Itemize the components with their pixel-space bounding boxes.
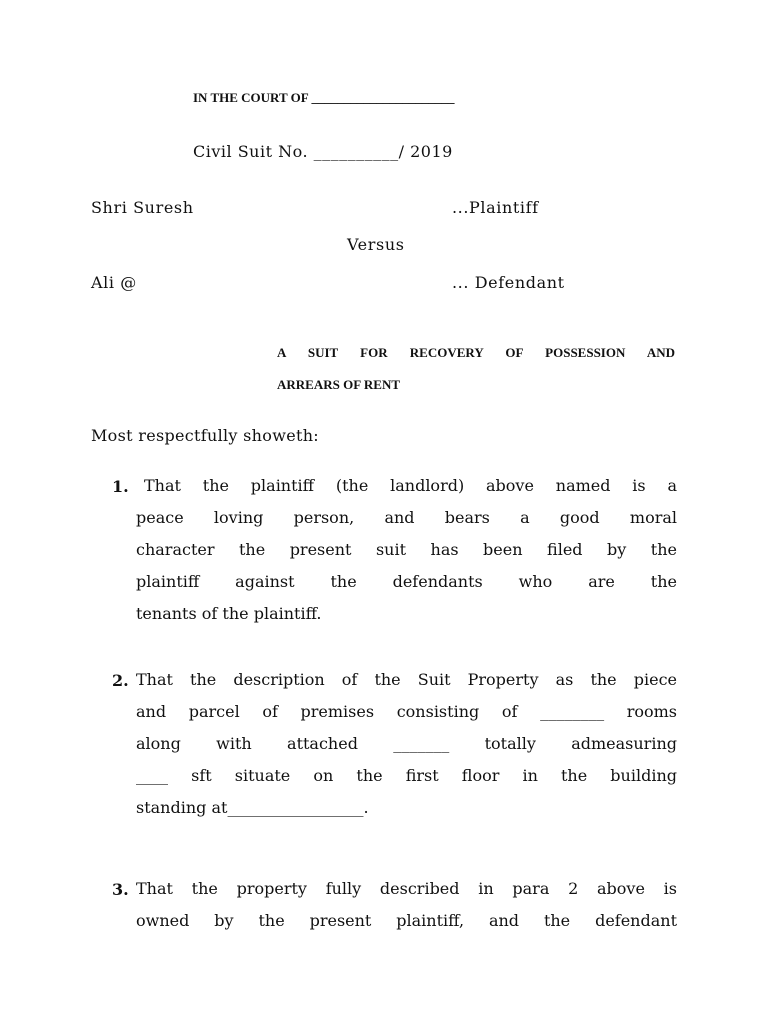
paragraph-line: character the present suit has been filed by the	[136, 540, 677, 559]
civil-suit-number: Civil Suit No. __________/ 2019	[193, 142, 453, 161]
paragraph-line: along with attached _______ totally admeasuring	[136, 734, 677, 753]
paragraph-line: That the property fully described in para 2 above is	[136, 879, 677, 898]
suit-title-line-1: A SUIT FOR RECOVERY OF POSSESSION AND	[277, 345, 675, 360]
paragraph-line: That the plaintiff (the landlord) above named is a	[144, 476, 677, 495]
paragraph-line: standing at_________________.	[136, 798, 369, 817]
paragraph-line: and parcel of premises consisting of ________ rooms	[136, 702, 677, 721]
plaintiff-name: Shri Suresh	[91, 198, 194, 217]
paragraph-number: 2.	[112, 671, 129, 690]
paragraph-line: ____ sft situate on the first floor in the building	[136, 766, 677, 785]
paragraph-line: That the description of the Suit Property as the piece	[136, 670, 677, 689]
plaintiff-role: ...Plaintiff	[452, 198, 539, 217]
defendant-role: ... Defendant	[452, 273, 565, 292]
salutation: Most respectfully showeth:	[91, 426, 319, 445]
paragraph-line: peace loving person, and bears a good moral	[136, 508, 677, 527]
paragraph-line: plaintiff against the defendants who are the	[136, 572, 677, 591]
defendant-name: Ali @	[91, 273, 137, 292]
suit-title-line-2: ARREARS OF RENT	[277, 377, 401, 392]
versus-label: Versus	[347, 235, 405, 254]
paragraph-line: tenants of the plaintiff.	[136, 604, 322, 623]
paragraph-line: owned by the present plaintiff, and the defendant	[136, 911, 677, 930]
paragraph-number: 1.	[112, 477, 129, 496]
paragraph-number: 3.	[112, 880, 129, 899]
court-heading: IN THE COURT OF ______________________	[193, 90, 455, 105]
